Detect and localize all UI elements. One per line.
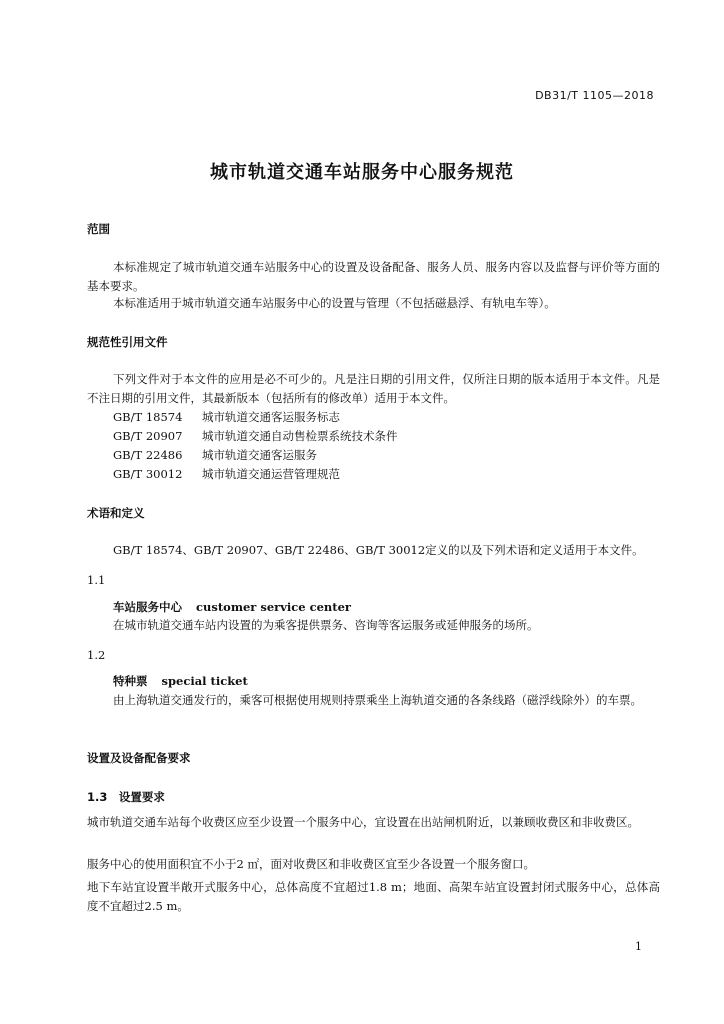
reference-code: GB/T 30012 bbox=[113, 467, 183, 481]
references-intro: 下列文件对于本文件的应用是必不可少的。凡是注日期的引用文件，仅所注日期的版本适用于本文件。凡是不注日期的引用文件，其最新版本（包括所有的修改单）适用于本文件。 bbox=[87, 372, 660, 405]
term-title bbox=[113, 673, 248, 689]
document-title: 城市轨道交通车站服务中心服务规范 bbox=[210, 162, 514, 183]
reference-name: 城市轨道交通运营管理规范 bbox=[202, 467, 340, 481]
terms-heading: 术语和定义 bbox=[87, 506, 145, 520]
term-number: 1.1 bbox=[87, 573, 106, 587]
reference-name: 城市轨道交通客运服务 bbox=[202, 448, 317, 462]
term-english: special ticket bbox=[161, 674, 248, 688]
reference-name: 城市轨道交通自动售检票系统技术条件 bbox=[202, 429, 398, 443]
reference-item bbox=[113, 447, 317, 463]
setup-paragraph-3: 地下车站宜设置半敞开式服务中心，总体高度不宜超过1.8 m；地面、高架车站宜设置封闭式服务中心，总体高度不宜超过2.5 m。 bbox=[87, 880, 660, 913]
page-number: 1 bbox=[635, 940, 642, 953]
setup-heading: 设置及设备配备要求 bbox=[87, 751, 191, 765]
reference-item bbox=[113, 466, 340, 482]
term-definition: 由上海轨道交通发行的，乘客可根据使用规则持票乘坐上海轨道交通的各条线路（磁浮线除外）的车票。 bbox=[113, 693, 642, 707]
term-english: customer service center bbox=[196, 600, 351, 614]
scope-paragraph-2: 本标准适用于城市轨道交通车站服务中心的设置与管理（不包括磁悬浮、有轨电车等）。 bbox=[113, 296, 556, 310]
reference-code: GB/T 18574 bbox=[113, 410, 183, 424]
reference-name: 城市轨道交通客运服务标志 bbox=[202, 410, 340, 424]
term-number: 1.2 bbox=[87, 648, 106, 662]
term-chinese: 特种票 bbox=[113, 674, 148, 688]
term-definition: 在城市轨道交通车站内设置的为乘客提供票务、咨询等客运服务或延伸服务的场所。 bbox=[113, 618, 539, 632]
references-heading: 规范性引用文件 bbox=[87, 335, 168, 349]
setup-subheading: 1.3 设置要求 bbox=[87, 790, 165, 804]
scope-heading: 范围 bbox=[87, 222, 110, 236]
term-chinese: 车站服务中心 bbox=[113, 600, 182, 614]
scope-paragraph-1: 本标准规定了城市轨道交通车站服务中心的设置及设备配备、服务人员、服务内容以及监督与评价等方面的基本要求。 bbox=[87, 260, 660, 293]
terms-intro: GB/T 18574、GB/T 20907、GB/T 22486、GB/T 30012定义的以及下列术语和定义适用于本文件。 bbox=[113, 543, 644, 557]
reference-item bbox=[113, 409, 340, 425]
setup-paragraph-2: 服务中心的使用面积宜不小于2 ㎡，面对收费区和非收费区宜至少各设置一个服务窗口。 bbox=[87, 857, 535, 871]
term-title bbox=[113, 599, 351, 615]
reference-item bbox=[113, 428, 398, 444]
document-code: DB31/T 1105—2018 bbox=[535, 89, 654, 102]
reference-code: GB/T 22486 bbox=[113, 448, 183, 462]
reference-code: GB/T 20907 bbox=[113, 429, 183, 443]
setup-paragraph-1: 城市轨道交通车站每个收费区应至少设置一个服务中心，宜设置在出站闸机附近，以兼顾收费区和非收费区。 bbox=[87, 815, 639, 829]
